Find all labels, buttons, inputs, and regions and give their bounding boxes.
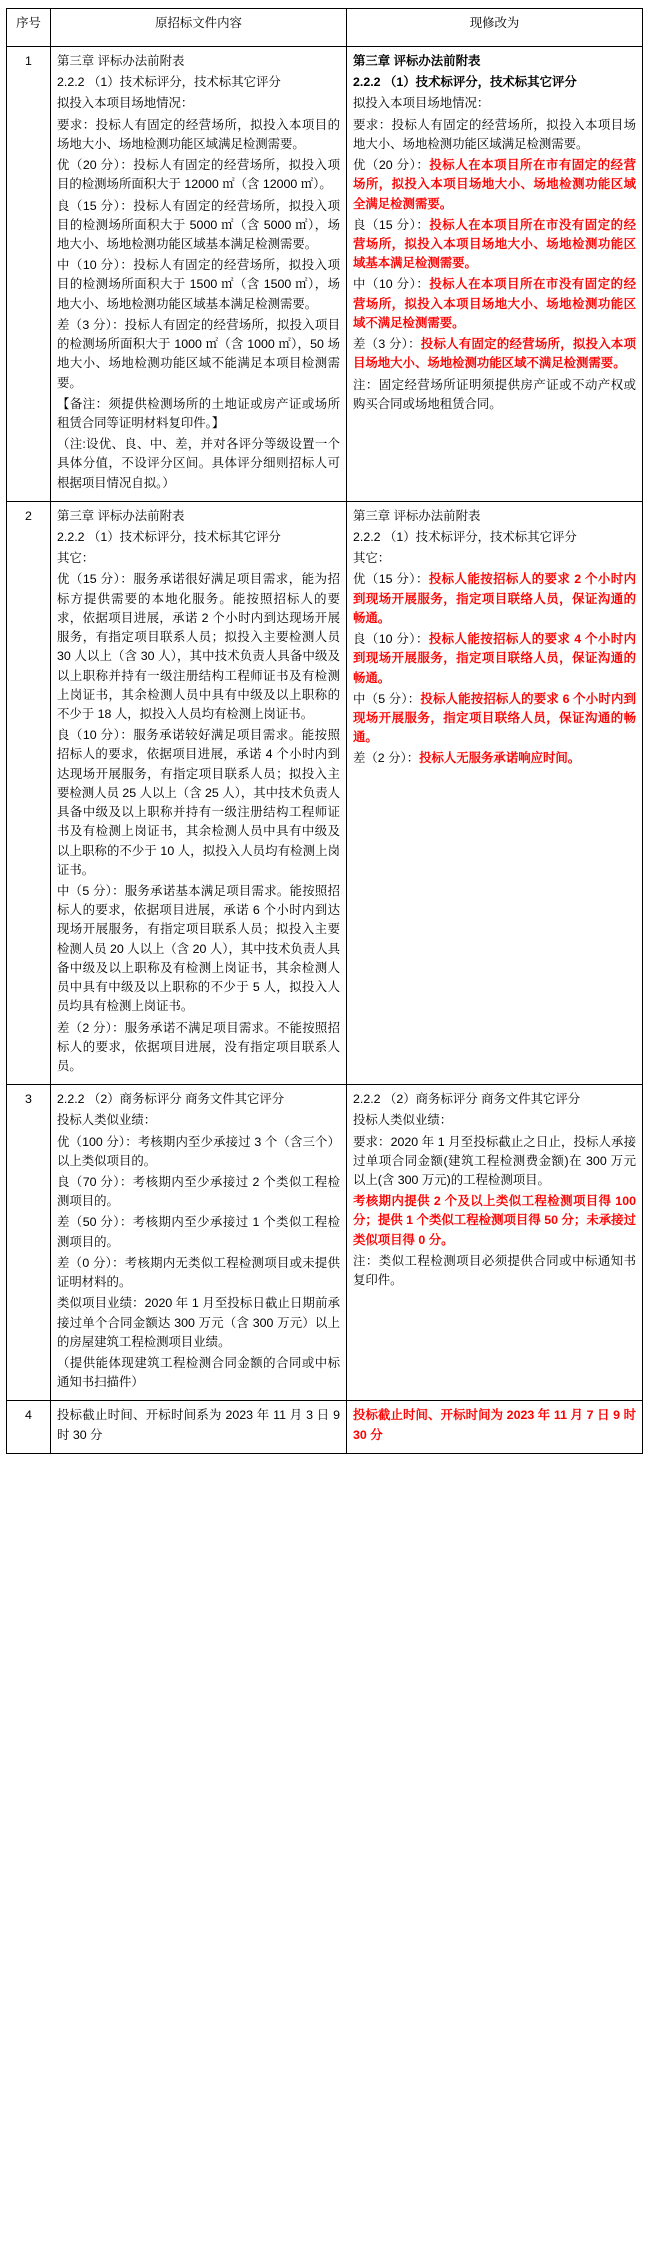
paragraph: （提供能体现建筑工程检测合同金额的合同或中标通知书扫描件）: [57, 1356, 340, 1390]
paragraph-revised: 优（15 分）：投标人能按招标人的要求 2 个小时内到现场开展服务，指定项目联络人员，保证沟通的畅通。: [353, 572, 636, 625]
paragraph: 注：固定经营场所证明须提供房产证或不动产权或购买合同或场地租赁合同。: [353, 377, 636, 411]
table-row: [7, 1085, 643, 1401]
paragraph: 第三章 评标办法前附表: [57, 508, 185, 523]
paragraph: 投标人类似业绩：: [57, 1113, 157, 1128]
paragraph: 【备注：须提供检测场所的土地证或房产证或场所租赁合同等证明材料复印件。】: [57, 396, 340, 430]
row-index: 1: [7, 47, 51, 502]
paragraph: 2.2.2 （1）技术标评分，技术标其它评分: [353, 530, 577, 545]
column-header-index: 序号: [7, 9, 51, 47]
paragraph-revised: 良（10 分）：投标人能按招标人的要求 4 个小时内到现场开展服务，指定项目联络人员，保证沟通的畅通。: [353, 632, 636, 685]
paragraph-revised: 投标截止时间、开标时间为 2023 年 11 月 7 日 9 时 30 分: [353, 1408, 636, 1442]
paragraph-revised: 差（2 分）：投标人无服务承诺响应时间。: [353, 751, 581, 766]
original-content-cell: [51, 47, 347, 502]
column-header-original: 原招标文件内容: [51, 9, 347, 47]
paragraph: 优（100 分）：考核期内至少承接过 3 个（含三个）以上类似项目的。: [57, 1134, 340, 1168]
paragraph: （注:设优、良、中、差，并对各评分等级设置一个具体分值，不设评分区间。具体评分细则招标人可根据项目情况自拟。）: [57, 437, 340, 490]
paragraph: 第三章 评标办法前附表: [57, 54, 185, 68]
table-row: [7, 1401, 643, 1453]
paragraph: 优（15 分）：服务承诺很好满足项目需求，能为招标方提供需要的本地化服务。能按照招标人的要求，依据项目进展，承诺 2 个小时内到达现场开展服务，有指定项目联系人员；拟投入主要检测人员 30 人以上（含 30 人），其中技术负责人具备中级及以上职称并持有一级注册结构工程师证书及有检测上岗证书，其余检测人员中具有中级及以上职称的不少于 18 人，拟投入人员均有检测上岗证书。: [57, 572, 340, 721]
paragraph: 投标截止时间、开标时间系为 2023 年 11 月 3 日 9 时 30 分: [57, 1408, 340, 1442]
paragraph-revised: 中（5 分）：投标人能按招标人的要求 6 个小时内到现场开展服务，指定项目联络人员，保证沟通的畅通。: [353, 691, 636, 745]
table-header: [7, 9, 643, 47]
paragraph: 其它：: [353, 551, 391, 566]
paragraph: 2.2.2 （1）技术标评分，技术标其它评分: [353, 75, 577, 90]
paragraph: 注：类似工程检测项目必须提供合同或中标通知书复印件。: [353, 1253, 636, 1288]
row-index: 3: [7, 1085, 51, 1401]
revised-content-cell: [347, 1085, 643, 1401]
table-row: [7, 501, 643, 1084]
paragraph-revised: 差（3 分）：投标人有固定的经营场所，拟投入本项目场地大小、场地检测功能区域不满足检测需要。: [353, 337, 636, 371]
header-row: [7, 9, 643, 47]
paragraph: 差（0 分）：考核期内无类似工程检测项目或未提供证明材料的。: [57, 1255, 340, 1290]
paragraph: 拟投入本项目场地情况：: [57, 96, 194, 111]
original-content-cell: [51, 1401, 347, 1453]
paragraph: 要求：2020 年 1 月至投标截止之日止，投标人承接过单项合同金额(建筑工程检测费金额)在 300 万元以上(含 300 万元)的工程检测项目。: [353, 1134, 636, 1188]
paragraph: 差（50 分）：考核期内至少承接过 1 个类似工程检测项目的。: [57, 1215, 340, 1249]
original-content-cell: [51, 1085, 347, 1401]
revised-content-cell: [347, 47, 643, 502]
paragraph: 2.2.2 （1）技术标评分，技术标其它评分: [57, 75, 281, 90]
paragraph: 要求：投标人有固定的经营场所，拟投入本项目的场地大小、场地检测功能区域满足检测需要。: [57, 117, 340, 151]
paragraph: 中（10 分）：投标人有固定的经营场所，拟投入项目的检测场所面积大于 1500 ㎡（含 1500 ㎡），场地大小、场地检测功能区域基本满足检测需要。: [57, 258, 340, 311]
amendment-table: [6, 8, 643, 1454]
paragraph: 良（10 分）：服务承诺较好满足项目需求。能按照招标人的要求，依据项目进展，承诺 4 个小时内到达现场开展服务，有指定项目联系人员；拟投入主要检测人员 25 人以上（含 25 人），其中技术负责人具备中级及以上职称并持有一级注册结构工程师证书及有检测上岗证书，其余检测人员中具有中级及以上职称的不少于 10 人，拟投入人员均有检测上岗证书。: [57, 728, 340, 877]
paragraph: 第三章 评标办法前附表: [353, 508, 481, 523]
revised-content-cell: [347, 501, 643, 1084]
paragraph: 拟投入本项目场地情况：: [353, 96, 490, 111]
table-row: [7, 47, 643, 502]
paragraph: 其它：: [57, 551, 95, 566]
paragraph: 优（20 分）：投标人有固定的经营场所，拟投入项目的检测场所面积大于 12000 ㎡（含 12000 ㎡）。: [57, 158, 340, 192]
paragraph: 2.2.2 （2）商务标评分 商务文件其它评分: [353, 1092, 581, 1107]
paragraph: 差（3 分）：投标人有固定的经营场所，拟投入项目的检测场所面积大于 1000 ㎡（含 1000 ㎡），50 场地大小、场地检测功能区域不能满足本项目检测需要。: [57, 317, 340, 390]
row-index: 2: [7, 501, 51, 1084]
paragraph-revised: 考核期内提供 2 个及以上类似工程检测项目得 100 分；提供 1 个类似工程检测项目得 50 分；未承接过类似项目得 0 分。: [353, 1194, 636, 1247]
paragraph: 差（2 分）：服务承诺不满足项目需求。不能按照招标人的要求，依据项目进展，没有指定项目联系人员。: [57, 1020, 340, 1073]
original-content-cell: [51, 501, 347, 1084]
paragraph: 投标人类似业绩：: [353, 1113, 453, 1128]
paragraph: 良（15 分）：投标人有固定的经营场所，拟投入项目的检测场所面积大于 5000 ㎡（含 5000 ㎡），场地大小、场地检测功能区域基本满足检测需要。: [57, 198, 340, 251]
paragraph: 2.2.2 （2）商务标评分 商务文件其它评分: [57, 1092, 285, 1107]
column-header-revised: 现修改为: [347, 9, 643, 47]
paragraph-revised: 良（15 分）：投标人在本项目所在市没有固定的经营场所，拟投入本项目场地大小、场地检测功能区域基本满足检测需要。: [353, 217, 636, 271]
paragraph: 第三章 评标办法前附表: [353, 54, 481, 68]
paragraph: 中（5 分）：服务承诺基本满足项目需求。能按照招标人的要求，依据项目进展，承诺 6 个小时内到达现场开展服务，有指定项目联系人员；拟投入主要检测人员 20 人以上（含 20 人），其中技术负责人具备中级及以上职称及有检测上岗证书，其余检测人员中具有中级及以上职称的不少于 5 人，拟投入人员均具有检测上岗证书。: [57, 883, 340, 1014]
paragraph-revised: 中（10 分）：投标人在本项目所在市没有固定的经营场所，拟投入本项目场地大小、场地检测功能区域不满足检测需要。: [353, 277, 636, 330]
paragraph: 2.2.2 （1）技术标评分，技术标其它评分: [57, 530, 281, 545]
paragraph: 类似项目业绩：2020 年 1 月至投标日截止日期前承接过单个合同金额达 300 万元（含 300 万元）以上的房屋建筑工程检测项目业绩。: [57, 1296, 340, 1349]
revised-content-cell: [347, 1401, 643, 1453]
paragraph: 良（70 分）：考核期内至少承接过 2 个类似工程检测项目的。: [57, 1175, 340, 1209]
paragraph: 要求：投标人有固定的经营场所，拟投入本项目场地大小、场地检测功能区域满足检测需要。: [353, 117, 636, 151]
table-body: [7, 47, 643, 1454]
row-index: 4: [7, 1401, 51, 1453]
paragraph-revised: 优（20 分）：投标人在本项目所在市有固定的经营场所，拟投入本项目场地大小、场地检测功能区域全满足检测需要。: [353, 158, 636, 211]
